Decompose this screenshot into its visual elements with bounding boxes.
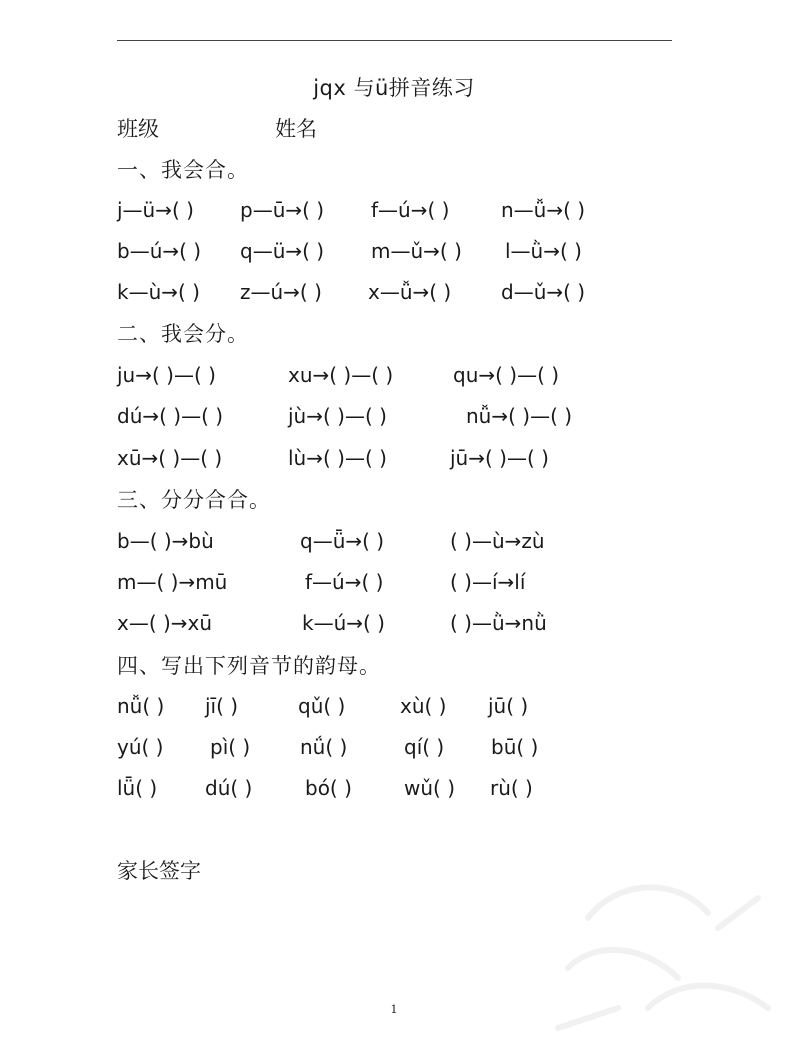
class-label: 班级	[117, 117, 159, 141]
name-label: 姓名	[275, 117, 317, 141]
exercise-item: q—ǖ→( )	[300, 529, 385, 553]
exercise-item: b—ú→( )	[117, 239, 202, 263]
section-4-title: 四、写出下列音节的韵母。	[117, 654, 381, 678]
exercise-item: ( )—ǜ→nǜ	[450, 611, 547, 635]
exercise-item: nǚ→( )—( )	[466, 404, 573, 428]
exercise-item: l—ǜ→( )	[505, 239, 582, 263]
exercise-item: jī( )	[205, 694, 239, 718]
exercise-item: xù( )	[400, 694, 447, 718]
exercise-item: yú( )	[117, 735, 164, 759]
exercise-item: x—( )→xū	[117, 611, 213, 635]
exercise-item: rù( )	[490, 776, 533, 800]
exercise-item: nǚ( )	[117, 694, 165, 718]
page-number: 1	[390, 1003, 398, 1016]
exercise-item: lù→( )—( )	[288, 446, 387, 470]
exercise-item: z—ú→( )	[240, 280, 322, 304]
exercise-item: x—ǚ→( )	[368, 280, 452, 304]
exercise-item: k—ù→( )	[117, 280, 200, 304]
section-1-title: 一、我会合。	[117, 158, 249, 182]
exercise-item: jū→( )—( )	[450, 446, 549, 470]
top-rule	[117, 40, 672, 41]
exercise-item: ( )—í→lí	[450, 570, 526, 594]
exercise-item: b—( )→bù	[117, 529, 214, 553]
worksheet-title: jqx 与ü拼音练习	[313, 76, 475, 100]
exercise-item: q—ü→( )	[240, 239, 325, 263]
exercise-item: dú→( )—( )	[117, 404, 224, 428]
exercise-item: nǘ( )	[300, 735, 348, 759]
exercise-item: jù→( )—( )	[288, 404, 387, 428]
exercise-item: wǔ( )	[404, 776, 455, 800]
exercise-item: f—ú→( )	[305, 570, 384, 594]
exercise-item: lǖ( )	[117, 776, 158, 800]
exercise-item: k—ú→( )	[302, 611, 385, 635]
exercise-item: pì( )	[210, 735, 251, 759]
exercise-item: m—ǔ→( )	[371, 239, 462, 263]
parent-signature-label: 家长签字	[117, 859, 201, 883]
exercise-item: m—( )→mū	[117, 570, 228, 594]
exercise-item: j—ü→( )	[117, 198, 194, 222]
exercise-item: p—ū→( )	[240, 198, 325, 222]
exercise-item: n—ǚ→( )	[501, 198, 586, 222]
faint-watermark	[528, 858, 788, 1048]
section-2-title: 二、我会分。	[117, 322, 249, 346]
exercise-item: xū→( )—( )	[117, 446, 223, 470]
exercise-item: bū( )	[491, 735, 539, 759]
exercise-item: dú( )	[205, 776, 253, 800]
exercise-item: qu→( )—( )	[453, 363, 560, 387]
exercise-item: bó( )	[305, 776, 352, 800]
exercise-item: xu→( )—( )	[288, 363, 394, 387]
exercise-item: qǔ( )	[298, 694, 346, 718]
exercise-item: jū( )	[488, 694, 529, 718]
exercise-item: d—ǔ→( )	[501, 280, 586, 304]
exercise-item: ( )—ù→zù	[450, 529, 545, 553]
exercise-item: f—ú→( )	[371, 198, 450, 222]
exercise-item: ju→( )—( )	[117, 363, 216, 387]
section-3-title: 三、分分合合。	[117, 488, 271, 512]
exercise-item: qí( )	[404, 735, 445, 759]
